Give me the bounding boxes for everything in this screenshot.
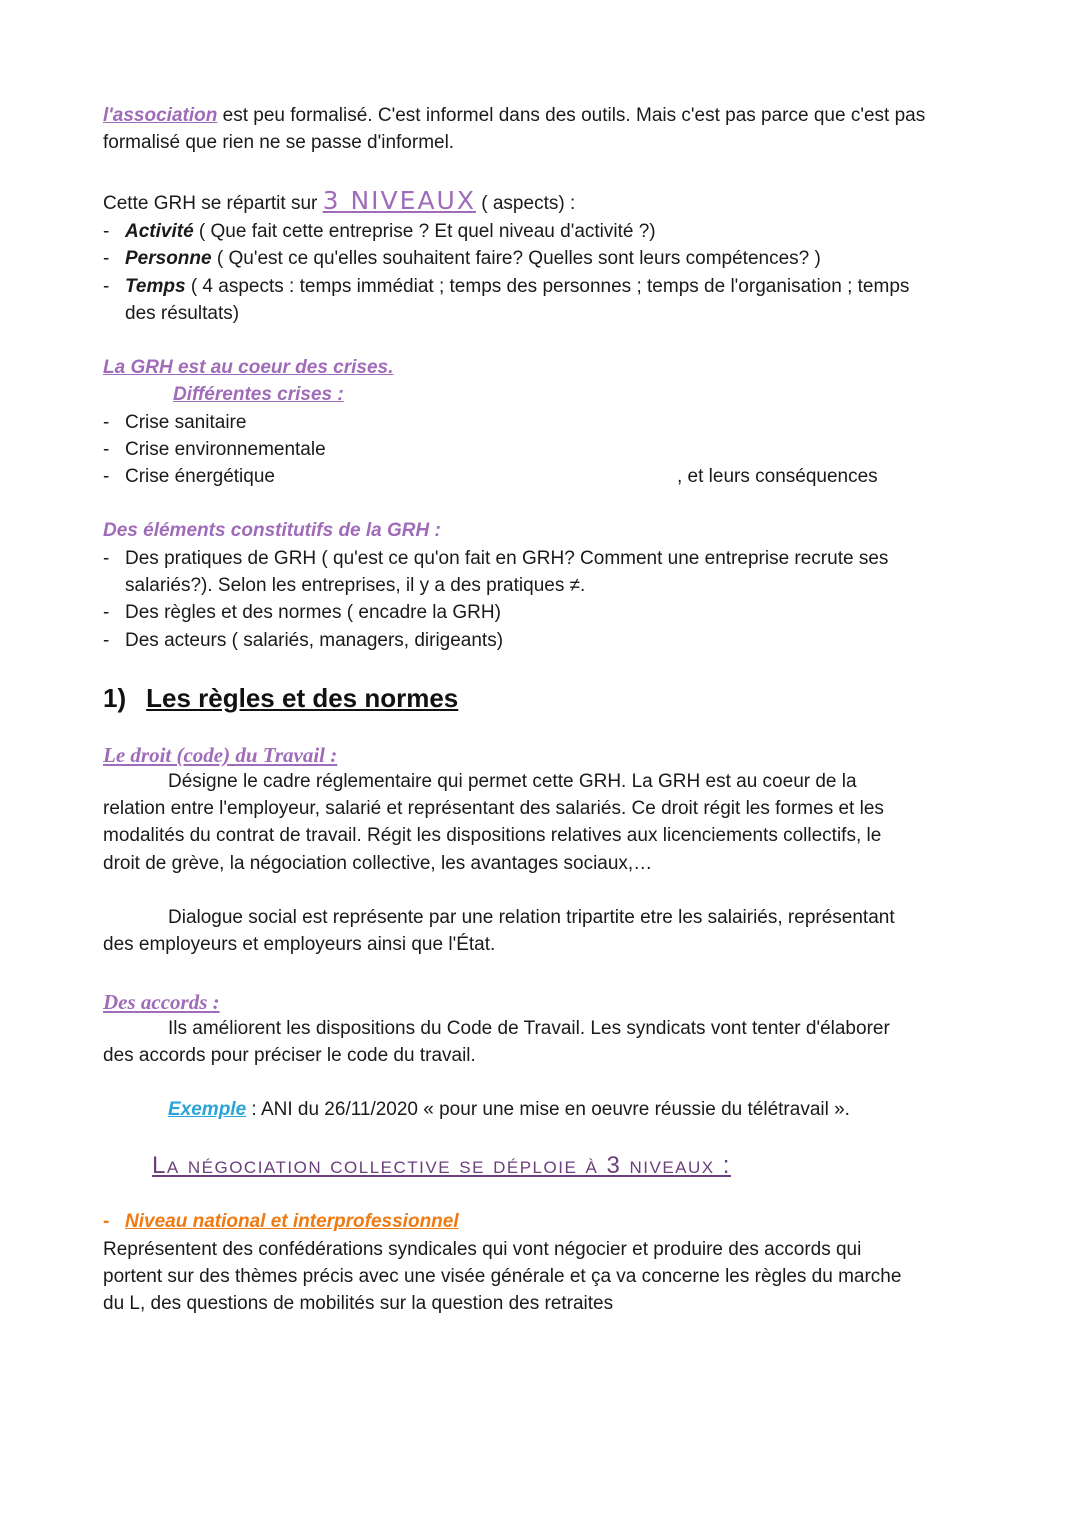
- droit-title: Le droit (code) du Travail :: [103, 743, 338, 767]
- accords-title: Des accords :: [103, 990, 220, 1014]
- item-label: Temps: [125, 276, 186, 297]
- paragraph-line: portent sur des thèmes précis avec une visée générale et ça va concerne les règles du marche: [103, 1266, 902, 1287]
- list-item: - Crise sanitaire: [103, 412, 247, 433]
- item-text: Des pratiques de GRH ( qu'est ce qu'on fait en GRH? Comment une entreprise recrute ses: [125, 548, 889, 569]
- paragraph-line: [103, 104, 925, 128]
- paragraph-line: modalités du contrat de travail. Régit les dispositions relatives aux licenciements collectifs, le: [103, 825, 882, 846]
- section-title: Les règles et des normes: [146, 683, 459, 713]
- paragraph-line: relation entre l'employeur, salarié et représentant des salariés. Ce droit régit les formes et les: [103, 798, 884, 819]
- item-text: Crise sanitaire: [125, 412, 247, 433]
- elements-title: Des éléments constitutifs de la GRH :: [103, 520, 441, 541]
- item-text: Des règles et des normes ( encadre la GRH): [125, 602, 501, 623]
- paragraph-line: Représentent des confédérations syndicales qui vont négocier et produire des accords qui: [103, 1239, 862, 1260]
- text: est peu formalisé. C'est informel dans des outils. Mais c'est pas parce que c'est pas: [217, 105, 926, 126]
- level-item: - Niveau national et interprofessionnel: [103, 1211, 459, 1232]
- paragraph-line: Désigne le cadre réglementaire qui permet cette GRH. La GRH est au coeur de la: [168, 771, 857, 792]
- list-item: - Des pratiques de GRH ( qu'est ce qu'on fait en GRH? Comment une entreprise recrute ses: [103, 548, 889, 569]
- item-label: Activité: [125, 221, 194, 242]
- list-item: - Crise environnementale: [103, 439, 326, 460]
- crises-title: La GRH est au coeur des crises.: [103, 357, 394, 378]
- paragraph-line: droit de grève, la négociation collective, les avantages sociaux,…: [103, 853, 653, 874]
- paragraph-line: formalisé que rien ne se passe d'informel.: [103, 132, 455, 153]
- item-text: Des acteurs ( salariés, managers, dirigeants): [125, 630, 504, 651]
- level-title: Niveau national et interprofessionnel: [125, 1211, 459, 1232]
- crises-tail: , et leurs conséquences: [677, 466, 878, 487]
- example-label: Exemple: [168, 1099, 247, 1120]
- list-item-cont: des résultats): [125, 303, 240, 324]
- paragraph-line: Dialogue social est représente par une relation tripartite etre les salairiés, représentant: [168, 907, 895, 928]
- niveaux-line: [103, 186, 576, 216]
- paragraph-line: du L, des questions de mobilités sur la question des retraites: [103, 1293, 614, 1314]
- negociation-heading: La négociation collective se déploie à 3 niveaux :: [152, 1152, 731, 1179]
- term-association: l'association: [103, 105, 218, 126]
- paragraph-line: des employeurs et employeurs ainsi que l'État.: [103, 934, 496, 955]
- paragraph-line: des accords pour préciser le code du travail.: [103, 1045, 476, 1066]
- text: ( aspects) :: [475, 193, 576, 214]
- list-item: - Des acteurs ( salariés, managers, dirigeants): [103, 630, 504, 651]
- section-number: 1): [103, 683, 127, 713]
- section-heading: [103, 683, 458, 713]
- list-item-cont: salariés?). Selon les entreprises, il y a des pratiques ≠.: [125, 575, 586, 596]
- list-item: - Personne ( Qu'est ce qu'elles souhaitent faire? Quelles sont leurs compétences? ): [103, 248, 821, 269]
- list-item: - Temps ( 4 aspects : temps immédiat ; temps des personnes ; temps de l'organisation ; temps: [103, 276, 910, 297]
- item-text: ( Qu'est ce qu'elles souhaitent faire? Quelles sont leurs compétences? ): [211, 248, 821, 269]
- list-item: - Crise énergétique: [103, 466, 275, 487]
- item-text: ( Que fait cette entreprise ? Et quel niveau d'activité ?): [193, 221, 656, 242]
- item-text: Crise environnementale: [125, 439, 326, 460]
- example-line: [168, 1098, 850, 1122]
- text: Cette GRH se répartit sur: [103, 193, 323, 214]
- item-text: ( 4 aspects : temps immédiat ; temps des personnes ; temps de l'organisation ; temps: [185, 276, 910, 297]
- item-label: Personne: [125, 248, 212, 269]
- niveaux-highlight: 3 NIVEAUX: [322, 186, 476, 215]
- list-item: - Des règles et des normes ( encadre la GRH): [103, 602, 501, 623]
- item-text: Crise énergétique: [125, 466, 275, 487]
- example-text: : ANI du 26/11/2020 « pour une mise en oeuvre réussie du télétravail ».: [246, 1099, 850, 1120]
- paragraph-line: Ils améliorent les dispositions du Code de Travail. Les syndicats vont tenter d'élaborer: [168, 1018, 890, 1039]
- list-item: - Activité ( Que fait cette entreprise ? Et quel niveau d'activité ?): [103, 221, 656, 242]
- crises-subtitle: Différentes crises :: [173, 384, 344, 405]
